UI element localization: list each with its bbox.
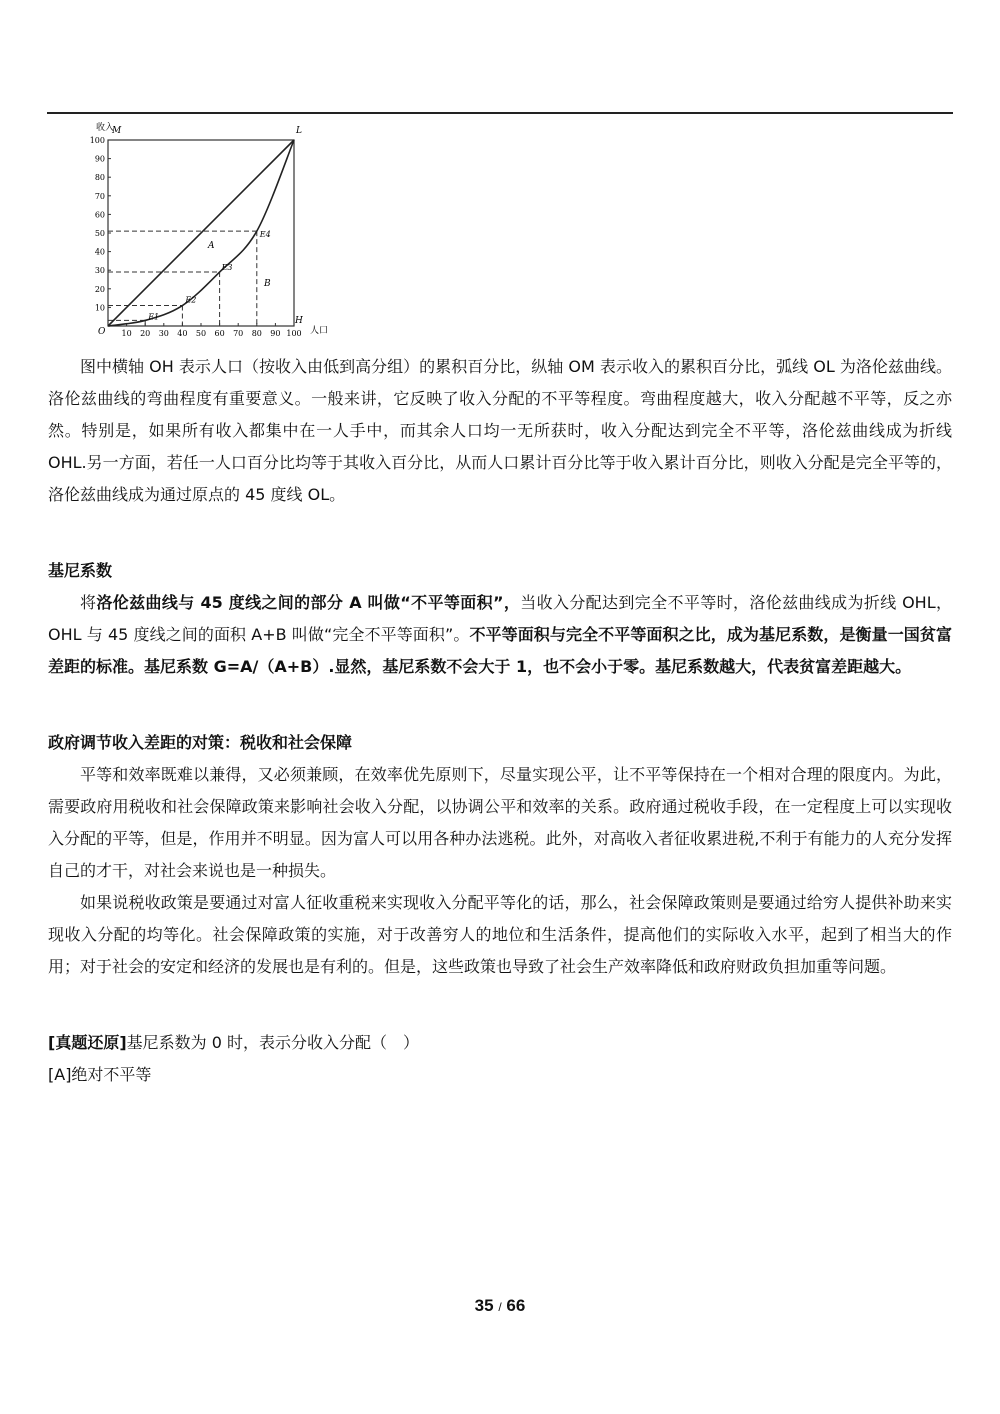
x-tick-label: 40 (177, 329, 188, 338)
x-tick-label: 80 (251, 329, 262, 338)
label-M: M (112, 126, 122, 136)
point-label-E4: E4 (259, 230, 271, 240)
page-separator: / (498, 1300, 502, 1314)
gini-paragraph (48, 587, 952, 683)
gini-bold-text-2: 不平等面积与完全不平等面积之比，成为基尼系数，是衡量一国贫富差距的标准。基尼系数 G=A/（A+B）.显然，基尼系数不会大于 1，也不会小于零。基尼系数越大，代表贫富差距越大。 (48, 625, 952, 676)
y-tick-label: 20 (94, 284, 105, 294)
y-tick-label: 80 (94, 173, 105, 183)
x-axis-label: 人口 (310, 326, 329, 336)
page-total: 66 (506, 1296, 526, 1315)
label-O: O (98, 327, 106, 337)
dashed-guides (108, 231, 257, 326)
y-tick-label: 10 (94, 303, 105, 313)
x-tick-label: 60 (214, 329, 225, 338)
region-A-label: A (208, 241, 215, 251)
x-tick-label: 10 (121, 329, 132, 338)
label-H: H (295, 316, 303, 326)
y-tick-label: 30 (94, 266, 105, 276)
y-tick-label: 70 (94, 191, 105, 201)
question-text: 基尼系数为 0 时，表示分收入分配（ ） (126, 1033, 419, 1052)
x-tick-label: 20 (140, 329, 151, 338)
exam-question (48, 1027, 952, 1059)
gini-lead-text: 将 (80, 593, 97, 612)
page-current: 35 (474, 1296, 494, 1315)
question-tag: [真题还原] (48, 1033, 127, 1052)
gini-heading: 基尼系数 (48, 561, 113, 580)
y-tick-label: 60 (94, 210, 105, 220)
point-label-E1: E1 (148, 312, 160, 322)
x-tick-label: 50 (195, 329, 207, 338)
x-tick-labels (122, 329, 302, 338)
lorenz-description-paragraph: 图中横轴 OH 表示人口（按收入由低到高分组）的累积百分比，纵轴 OM 表示收入的累积百分比，弧线 OL 为洛伦兹曲线。洛伦兹曲线的弯曲程度有重要意义。一般来讲，它反映了收入分配的不平等程度。弯曲程度越大，收入分配越不平等，反之亦然。特别是，如果所有收入都集中在一人手中，而其余人口均一无所获时，收入分配达到完全不平等，洛伦兹曲线成为折线 OHL.另一方面，若任一人口百分比均等于其收入百分比，从而人口累计百分比等于收入累计百分比，则收入分配是完全平等的，洛伦兹曲线成为通过原点的 45 度线 OL。 (48, 357, 952, 504)
policy-heading: 政府调节收入差距的对策：税收和社会保障 (48, 733, 353, 752)
point-label-E2: E2 (185, 295, 197, 305)
y-tick-label: 100 (89, 136, 105, 145)
policy-paragraph-2: 如果说税收政策是要通过对富人征收重税来实现收入分配平等化的话，那么，社会保障政策则是要通过给穷人提供补助来实现收入分配的均等化。社会保障政策的实施，对于改善穷人的地位和生活条件，提高他们的实际收入水平，起到了相当大的作用；对于社会的安定和经济的发展也是有利的。但是，这些政策也导致了社会生产效率降低和政府财政负担加重等问题。 (48, 893, 952, 976)
x-tick-label: 70 (233, 329, 244, 338)
y-axis-label: 收入 (96, 123, 115, 133)
x-tick-label: 30 (158, 329, 169, 338)
main-content (48, 351, 952, 1091)
lorenz-curve-figure (82, 118, 332, 340)
header-rule (47, 112, 953, 114)
option-a: [A]绝对不平等 (48, 1065, 152, 1084)
y-tick-labels (90, 136, 105, 312)
y-tick-label: 50 (94, 229, 105, 238)
gini-bold-text-1: 洛伦兹曲线与 45 度线之间的部分 A 叫做“不平等面积”， (96, 593, 521, 612)
y-tick-label: 90 (94, 154, 105, 164)
page-number (0, 1296, 1000, 1316)
point-label-E3: E3 (221, 263, 233, 273)
region-B-label: B (264, 279, 271, 289)
y-tick-label: 40 (94, 247, 105, 257)
x-tick-label: 90 (270, 329, 281, 338)
x-tick-label: 100 (286, 329, 302, 338)
lorenz-chart-svg (82, 118, 332, 340)
label-L: L (296, 126, 302, 136)
policy-paragraph-1: 平等和效率既难以兼得，又必须兼顾，在效率优先原则下，尽量实现公平，让不平等保持在一个相对合理的限度内。为此，需要政府用税收和社会保障政策来影响社会收入分配，以协调公平和效率的关系。政府通过税收手段，在一定程度上可以实现收入分配的平等，但是，作用并不明显。因为富人可以用各种办法逃税。此外，对高收入者征收累进税,不利于有能力的人充分发挥自己的才干，对社会来说也是一种损失。 (48, 765, 952, 880)
gini-mid-text: 当收入分配达到完全不平等时，洛伦兹曲线成为折线 OHL，OHL 与 45 度线之间的面积 A+B 叫做“完全不平等面积”。 (48, 593, 952, 644)
